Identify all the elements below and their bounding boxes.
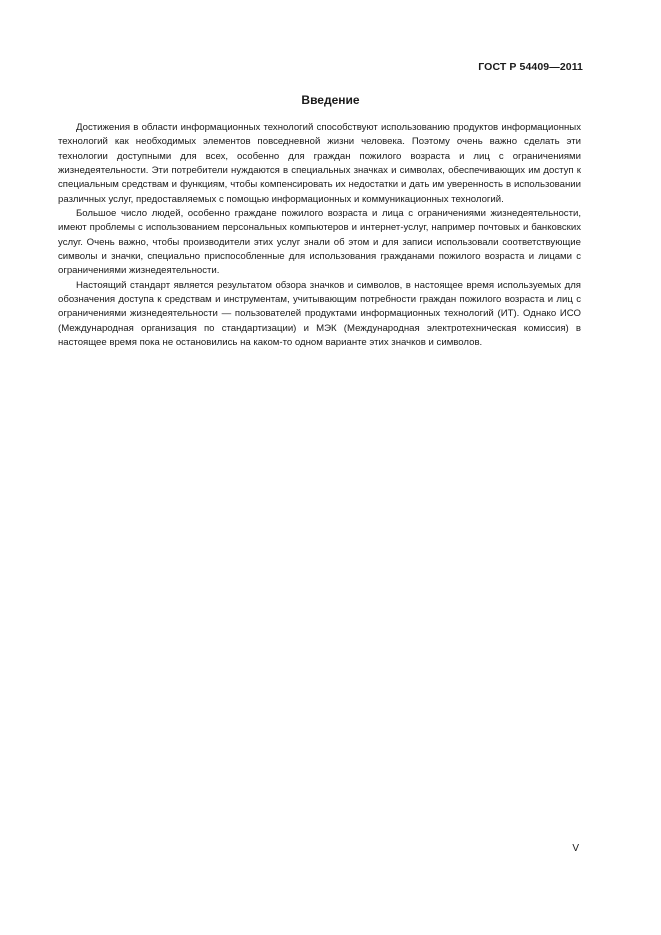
section-title: Введение xyxy=(301,93,360,107)
page-number: V xyxy=(572,843,579,854)
body-text xyxy=(58,121,581,351)
paragraph: Достижения в области информационных технологий способствуют использованию продуктов информационных технологий как необходимых элементов повседневной жизни человека. Поэтому очень важно сделать эти технологии доступными для всех, особенно для граждан пожилого возраста и лиц с ограничениями жизнедеятельности. Эти потребители нуждаются в специальных значках и символах, обеспечивающих им доступ к специальным средствам и функциям, чтобы компенсировать их недостатки и дать им уверенность в использовании различных услуг, предоставляемых с помощью информационных и коммуникационных технологий. xyxy=(58,122,581,205)
document-code: ГОСТ Р 54409—2011 xyxy=(478,61,583,73)
paragraph: Большое число людей, особенно граждане пожилого возраста и лица с ограничениями жизнедеятельности, имеют проблемы с использованием персональных компьютеров и интернет-услуг, например почтовых и банковских услуг. Очень важно, чтобы производители этих услуг знали об этом и для записи использовали соответствующие символы и значки, специально приспособленные для использования гражданами пожилого возраста и лицами с ограничениями жизнедеятельности. xyxy=(58,208,581,277)
paragraph: Настоящий стандарт является результатом обзора значков и символов, в настоящее время используемых для обозначения доступа к средствам и инструментам, учитывающим потребности граждан пожилого возраста и лиц с ограничениями жизнедеятельности — пользователей продуктами информационных технологий (ИТ). Однако ИСО (Международная организация по стандартизации) и МЭК (Международная электротехническая комиссия) в настоящее время пока не остановились на каком-то одном варианте этих значков и символов. xyxy=(58,279,581,349)
